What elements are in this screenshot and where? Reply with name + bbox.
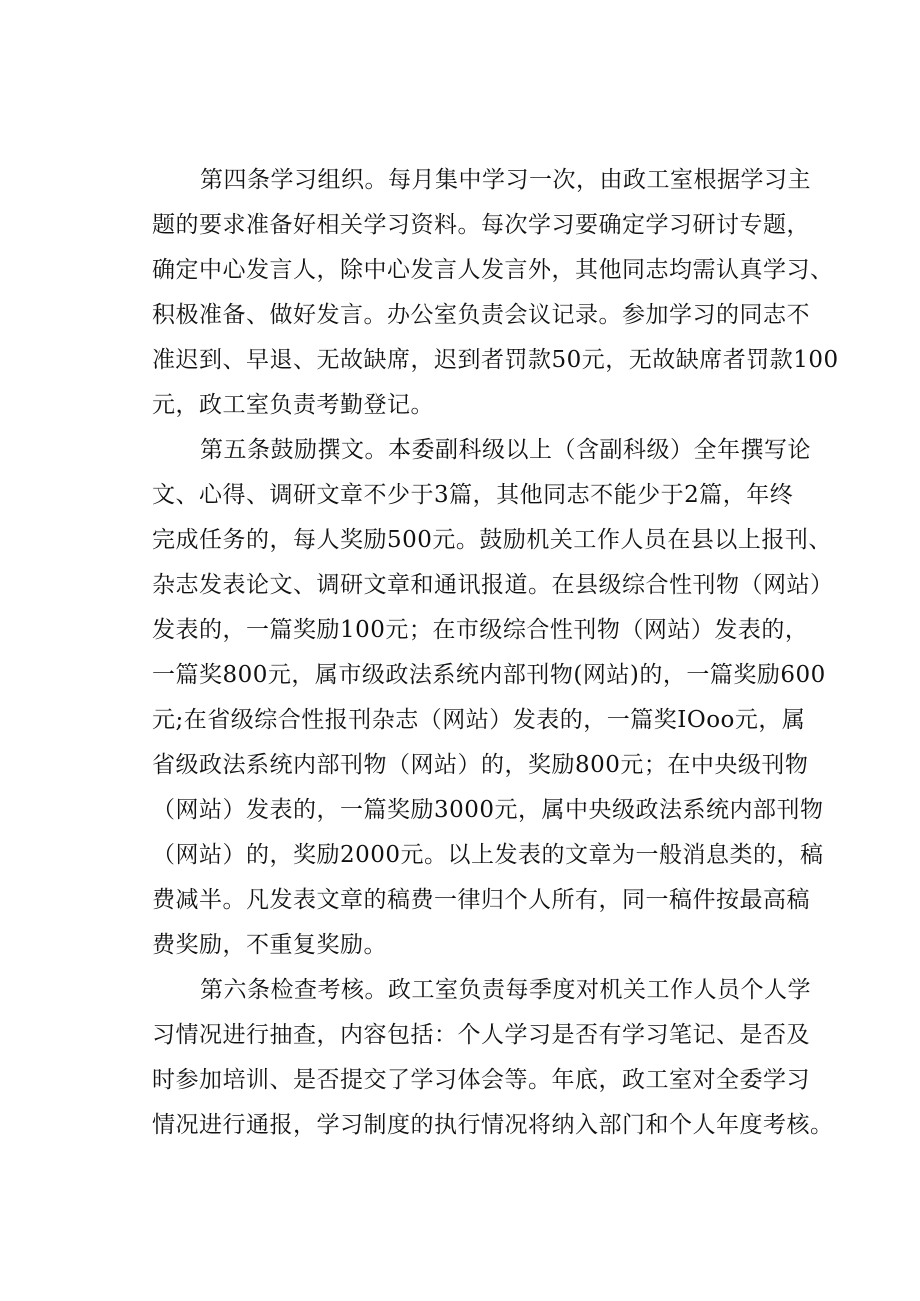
- paragraph-article-4: [152, 158, 839, 428]
- text-line: 题的要求准备好相关学习资料。每次学习要确定学习研讨专题，: [152, 212, 810, 238]
- text-line: 准迟到、早退、无故缺席，迟到者罚款50元，无故缺席者罚款100: [152, 347, 839, 373]
- text-line: 第六条检查考核。政工室负责每季度对机关工作人员个人学: [200, 977, 811, 1003]
- text-line: 第四条学习组织。每月集中学习一次，由政工室根据学习主: [200, 167, 811, 193]
- text-line: 第五条鼓励撰文。本委副科级以上（含副科级）全年撰写论: [200, 437, 811, 463]
- paragraph-article-5: [152, 428, 834, 968]
- text-line: 时参加培训、是否提交了学习体会等。年底，政工室对全委学习: [152, 1067, 810, 1093]
- text-line: 费奖励，不重复奖励。: [152, 932, 387, 958]
- text-line: 发表的，一篇奖励100元；在市级综合性刊物（网站）发表的，: [152, 617, 809, 643]
- text-line: 费减半。凡发表文章的稿费一律归个人所有，同一稿件按最高稿: [152, 887, 810, 913]
- text-line: （网站）的，奖励2000元。以上发表的文章为一般消息类的，稿: [152, 842, 824, 868]
- text-line: 省级政法系统内部刊物（网站）的，奖励800元；在中央级刊物: [152, 752, 809, 778]
- text-line: 习情况进行抽查，内容包括：个人学习是否有学习笔记、是否及: [152, 1022, 810, 1048]
- text-line: 元，政工室负责考勤登记。: [152, 392, 434, 418]
- paragraph-article-6: [152, 968, 834, 1148]
- document-page: [152, 158, 839, 1148]
- text-line: 完成任务的，每人奖励500元。鼓励机关工作人员在县以上报刊、: [152, 527, 832, 553]
- text-line: 元;在省级综合性报刊杂志（网站）发表的，一篇奖IOoo元，属: [152, 707, 806, 733]
- text-line: 杂志发表论文、调研文章和通讯报道。在县级综合性刊物（网站）: [152, 572, 834, 598]
- text-line: （网站）发表的，一篇奖励3000元，属中央级政法系统内部刊物: [152, 797, 824, 823]
- text-line: 文、心得、调研文章不少于3篇，其他同志不能少于2篇，年终: [152, 482, 794, 508]
- text-line: 确定中心发言人，除中心发言人发言外，其他同志均需认真学习、: [152, 257, 834, 283]
- text-line: 一篇奖800元，属市级政法系统内部刊物(网站)的，一篇奖励600: [152, 662, 826, 688]
- text-line: 积极准备、做好发言。办公室负责会议记录。参加学习的同志不: [152, 302, 810, 328]
- text-line: 情况进行通报，学习制度的执行情况将纳入部门和个人年度考核。: [152, 1112, 834, 1138]
